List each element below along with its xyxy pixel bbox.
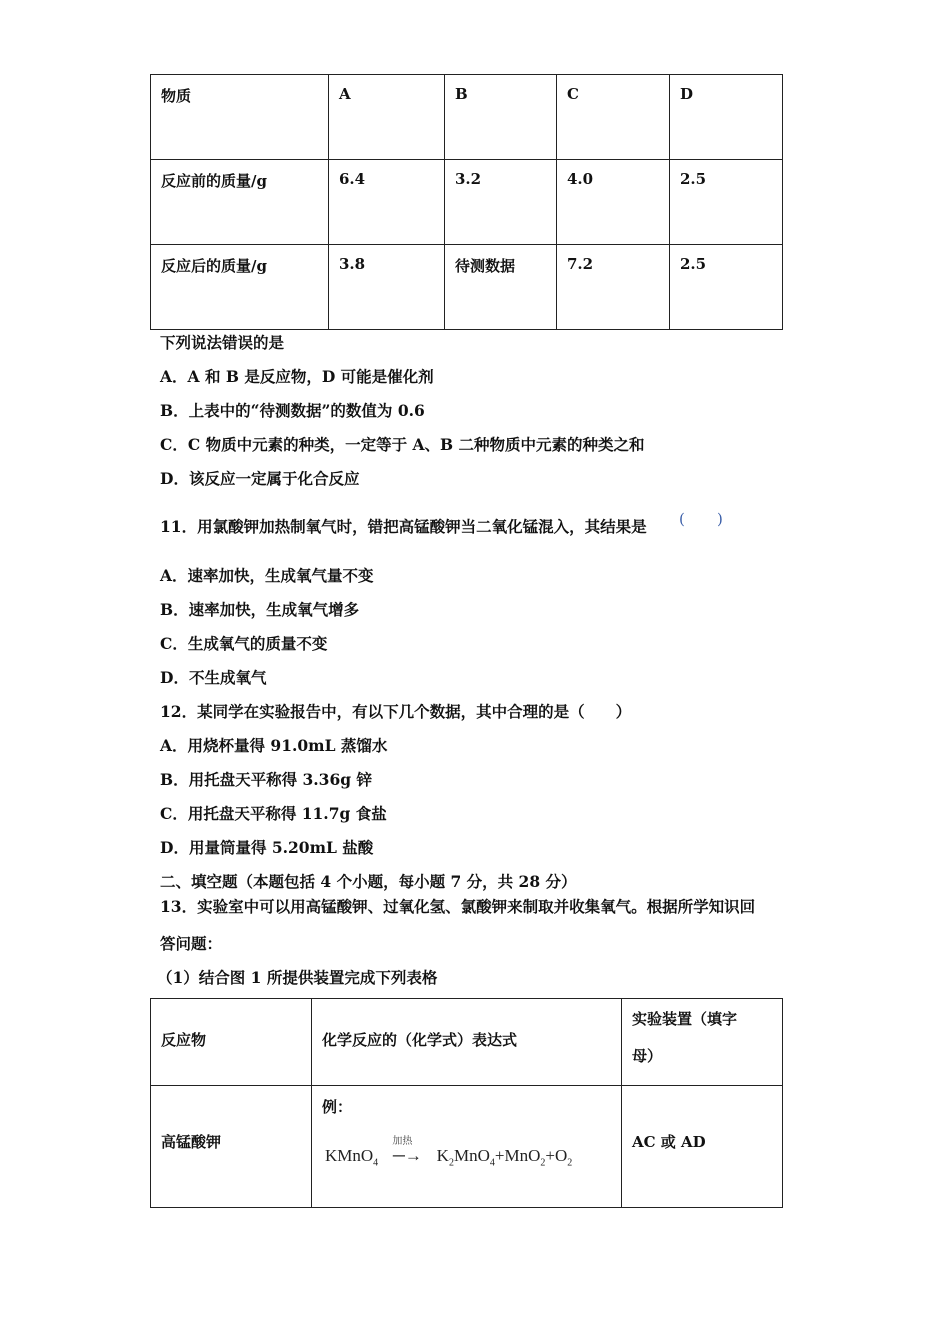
table-cell: B [445,75,557,160]
table-row [151,160,783,245]
table-cell: A [329,75,445,160]
q10-prompt: 下列说法错误的是 [160,333,285,352]
chemical-equation [325,1136,573,1169]
table-cell: 物质 [151,75,329,160]
q13-stem-line2: 答问题： [160,934,223,953]
q10-option-b: B．上表中的“待测数据”的数值为 0.6 [160,401,425,420]
table-cell [622,999,783,1086]
reaction-condition: 加热 [392,1136,413,1147]
q12-option-c: C．用托盘天平称得 11.7g 食盐 [160,804,387,823]
table-row [151,245,783,330]
equation-term: KMnO [325,1146,374,1165]
table-cell: 6.4 [329,160,445,245]
table-cell: AC 或 AD [622,1086,783,1208]
q12-stem: 12．某同学在实验报告中，有以下几个数据，其中合理的是（ ） [160,702,632,721]
table-cell: 3.2 [445,160,557,245]
equation-term: MnO [453,1146,490,1165]
header-line: 母） [632,1047,663,1065]
table-cell: 高锰酸钾 [151,1086,312,1208]
equation-term: K [436,1146,449,1165]
q12-option-a: A．用烧杯量得 91.0mL 蒸馏水 [160,736,388,755]
q13-stem-line1: 13．实验室中可以用高锰酸钾、过氧化氢、氯酸钾来制取并收集氧气。根据所学知识回 [160,897,756,916]
q11-stem: 11．用氯酸钾加热制氧气时，错把高锰酸钾当二氧化锰混入，其结果是 [160,517,647,536]
q10-option-c: C．C 物质中元素的种类，一定等于 A、B 二种物质中元素的种类之和 [160,435,645,454]
reaction-arrow-icon: 加热 ─→ [382,1146,432,1166]
equation-plus: + [494,1146,505,1165]
table-cell: 反应物 [151,999,312,1086]
table-cell: 待测数据 [445,245,557,330]
header-line: 实验装置（填字 [632,1010,738,1028]
table-cell: C [557,75,670,160]
table-cell: 7.2 [557,245,670,330]
table-cell: 反应前的质量/g [151,160,329,245]
q13-sub1: （1）结合图 1 所提供装置完成下列表格 [157,968,438,987]
mass-data-table [150,74,783,330]
q11-option-c: C．生成氧气的质量不变 [160,634,328,653]
equation-subscript: 2 [448,1157,454,1169]
q11-answer-paren-close: ) [717,510,723,528]
table-cell: 3.8 [329,245,445,330]
table-cell: 2.5 [670,245,783,330]
table-cell: D [670,75,783,160]
equation-term: O [554,1146,568,1165]
q12-option-b: B．用托盘天平称得 3.36g 锌 [160,770,372,789]
reaction-table [150,998,783,1208]
q11-answer-paren-open: ( [679,510,685,528]
q10-option-d: D．该反应一定属于化合反应 [160,469,360,488]
q10-option-a: A．A 和 B 是反应物，D 可能是催化剂 [160,367,434,386]
equation-subscript: 4 [489,1157,495,1169]
equation-plus: + [545,1146,555,1165]
table-cell: 4.0 [557,160,670,245]
q12-option-d: D．用量筒量得 5.20mL 盐酸 [160,838,374,857]
equation-subscript: 2 [567,1157,573,1169]
table-header-row [151,75,783,160]
example-label: 例： [322,1098,353,1116]
q11-option-d: D．不生成氧气 [160,668,267,687]
table-cell: 反应后的质量/g [151,245,329,330]
table-cell: 化学反应的（化学式）表达式 [312,999,622,1086]
table-header-row [151,999,783,1086]
table-cell: 2.5 [670,160,783,245]
equation-subscript: 4 [373,1157,379,1169]
q11-option-a: A．速率加快，生成氧气量不变 [160,566,374,585]
equation-term: MnO [504,1146,541,1165]
equation-subscript: 2 [540,1157,546,1169]
q11-option-b: B．速率加快，生成氧气增多 [160,600,360,619]
section-title: 二、填空题（本题包括 4 个小题，每小题 7 分，共 28 分） [160,872,577,891]
